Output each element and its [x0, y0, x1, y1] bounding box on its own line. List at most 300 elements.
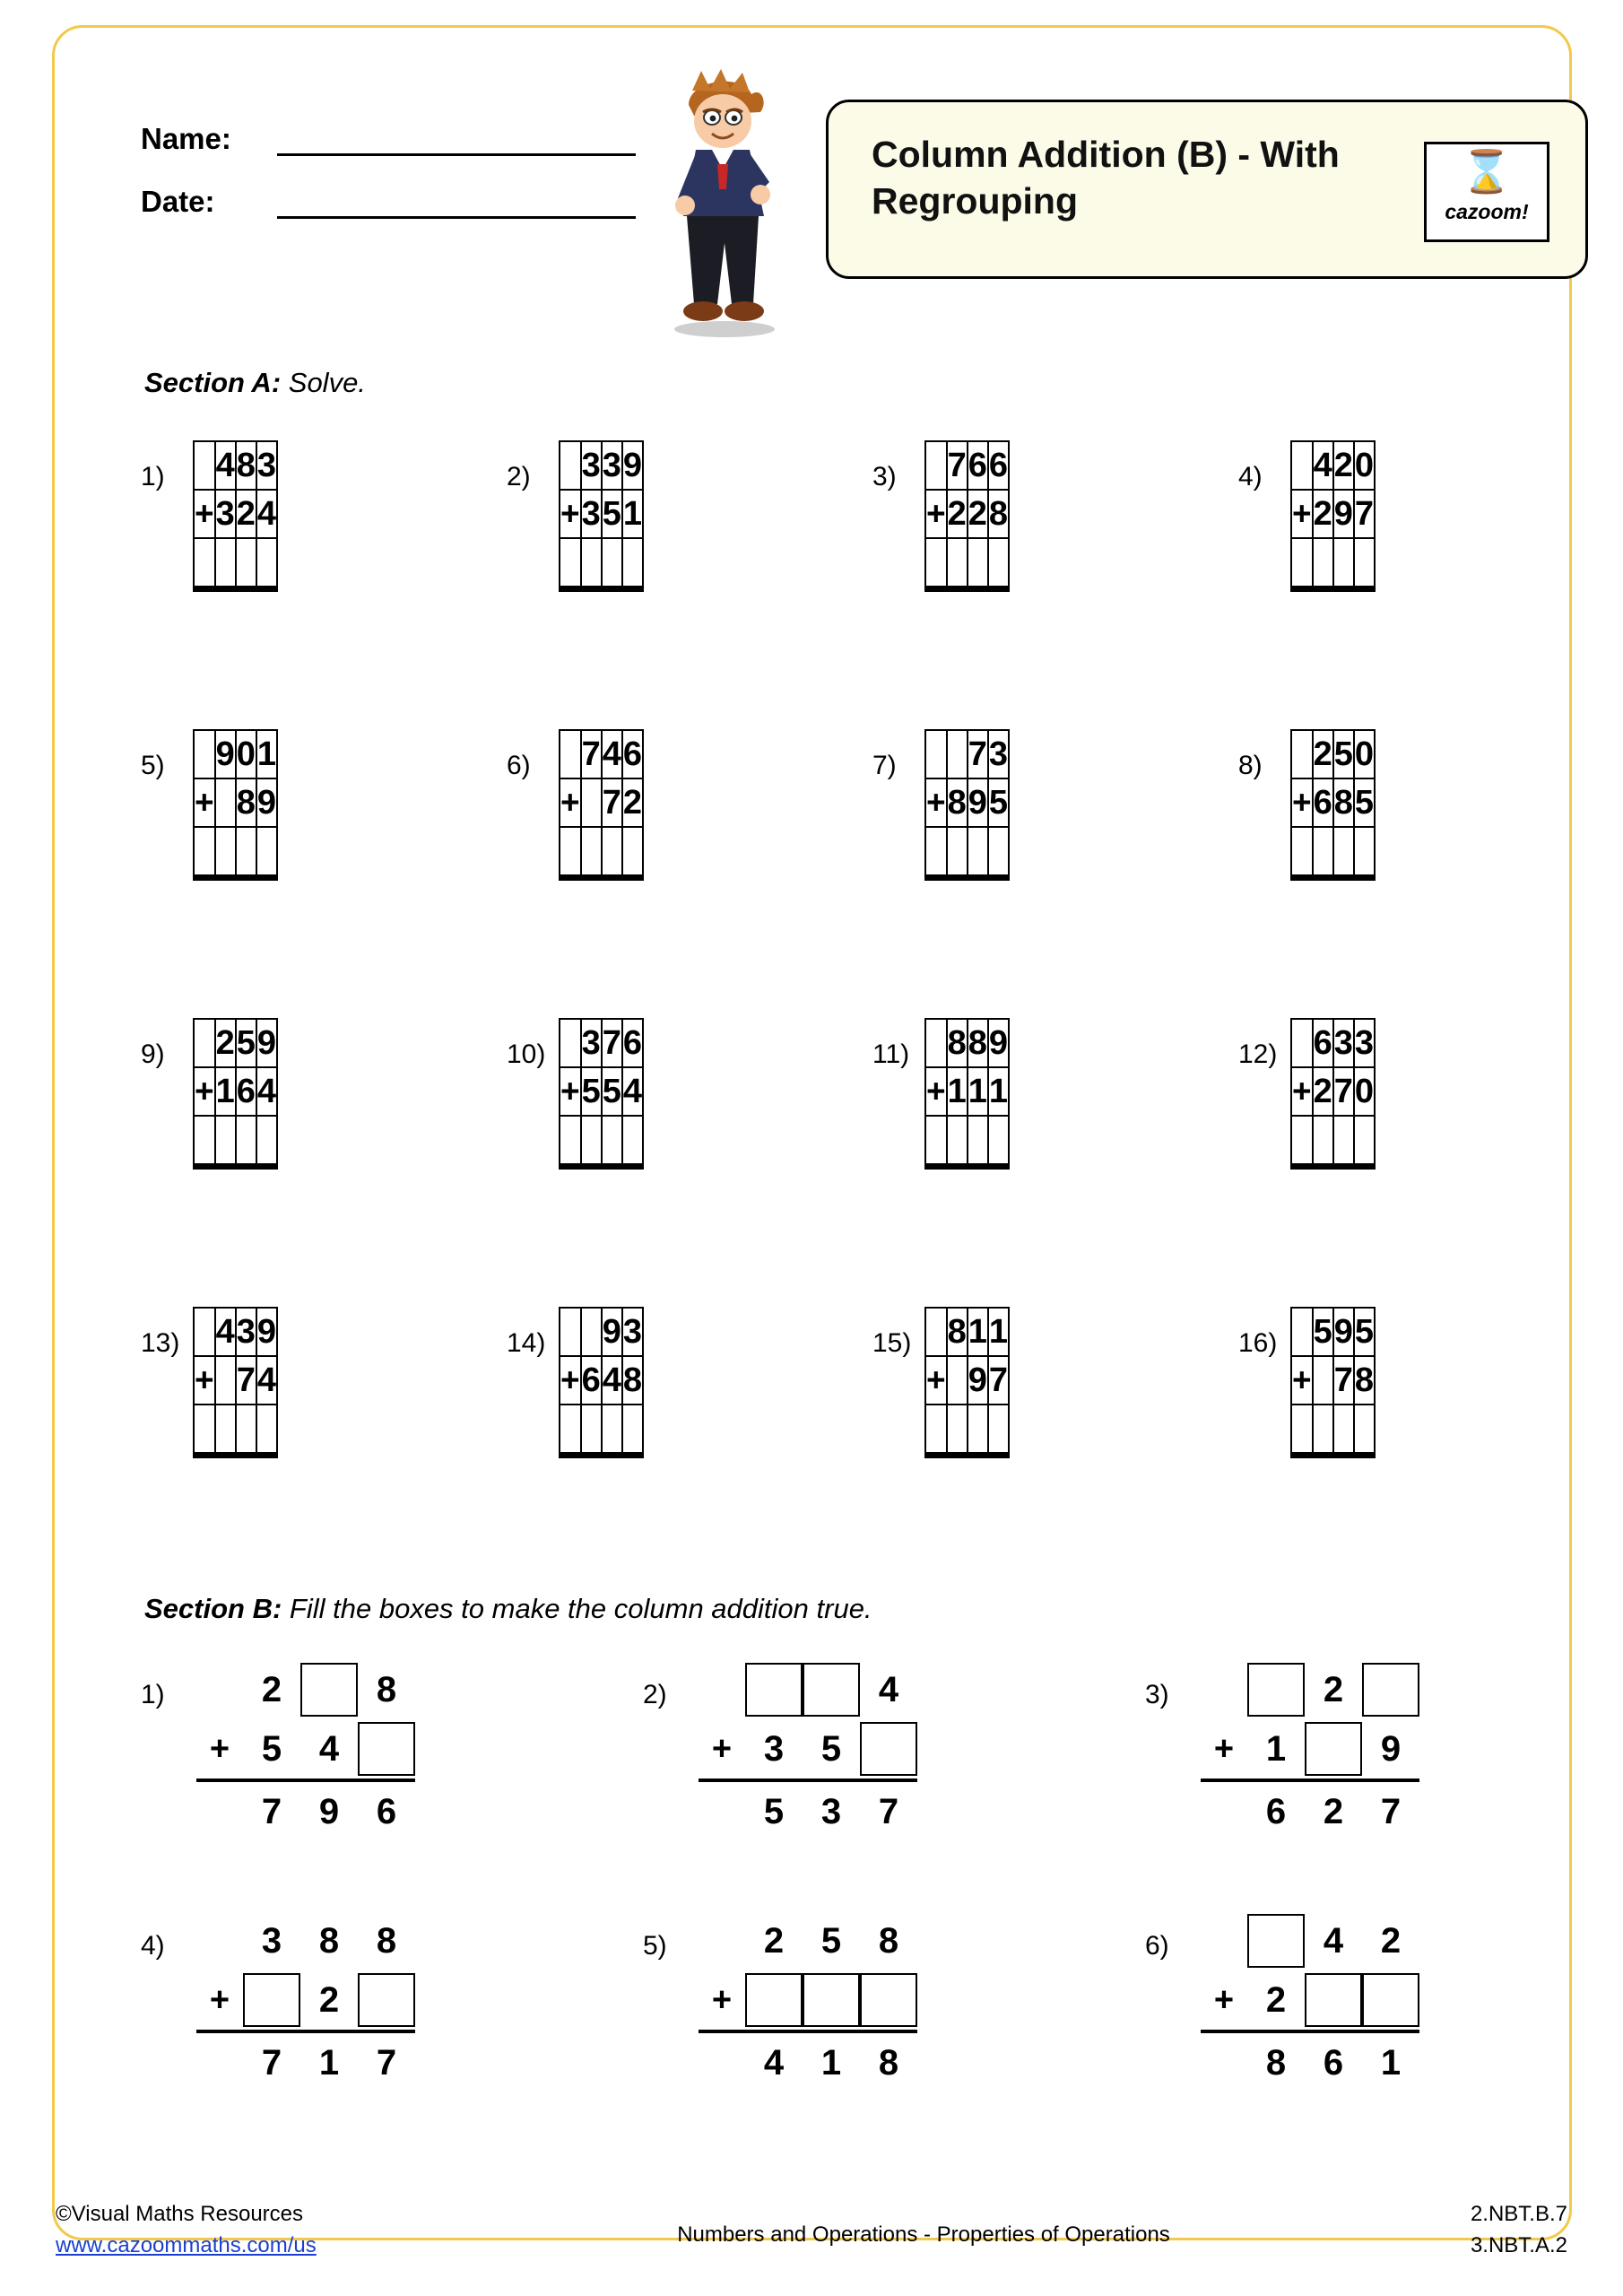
answer-cell[interactable]	[215, 1405, 236, 1456]
digit-cell: 7	[947, 441, 968, 490]
problem-body	[699, 1911, 917, 2092]
answer-cell[interactable]	[988, 1405, 1009, 1456]
answer-cell[interactable]	[988, 827, 1009, 878]
problem-body	[699, 1660, 917, 1841]
addend-row-1	[560, 1308, 643, 1356]
blank-box[interactable]	[803, 1973, 860, 2027]
date-input-line[interactable]	[277, 186, 636, 219]
addend-row-1	[925, 730, 1009, 778]
digit-cell: 8	[1333, 778, 1354, 827]
plus-sign: +	[194, 1356, 215, 1405]
digit-cell	[194, 1308, 215, 1356]
addend-row-1	[925, 441, 1009, 490]
answer-cell[interactable]	[1354, 538, 1375, 589]
answer-cell[interactable]	[1333, 827, 1354, 878]
plus-sign: +	[925, 1356, 947, 1405]
answer-cell[interactable]	[1291, 1405, 1313, 1456]
digit-cell	[1313, 1356, 1333, 1405]
answer-cell[interactable]	[602, 1116, 622, 1167]
answer-cell[interactable]	[622, 1116, 643, 1167]
digit-cell: 4	[318, 1729, 340, 1769]
date-label: Date:	[141, 185, 215, 218]
problem-body	[1201, 1911, 1419, 2092]
digit-cell: 9	[968, 778, 988, 827]
addend-row-1	[194, 730, 277, 778]
answer-cell[interactable]	[968, 1116, 988, 1167]
digit-cell	[215, 1356, 236, 1405]
digit-cell: 1	[968, 1067, 988, 1116]
digit-cell: 9	[988, 1019, 1009, 1067]
digit-cell	[925, 730, 947, 778]
answer-cell[interactable]	[560, 1116, 581, 1167]
addend-row-2	[194, 1067, 277, 1116]
answer-cell[interactable]	[968, 827, 988, 878]
answer-cell[interactable]	[256, 827, 277, 878]
addend-row-1	[196, 1660, 415, 1719]
digit-cell: 2	[1333, 441, 1354, 490]
digit-cell: 7	[602, 778, 622, 827]
digit-cell: 6	[988, 441, 1009, 490]
digit-cell: 1	[820, 2043, 842, 2083]
plus-sign: +	[1291, 778, 1313, 827]
page-title: Column Addition (B) - With Regrouping	[872, 134, 1340, 222]
digit-cell: 3	[820, 1792, 842, 1831]
digit-cell: 4	[602, 1356, 622, 1405]
digit-cell: 2	[1323, 1670, 1344, 1709]
digit-cell: 5	[1354, 778, 1375, 827]
plus-sign: +	[711, 1981, 733, 2019]
blank-box[interactable]	[1305, 1722, 1362, 1776]
addend-row-1	[1291, 730, 1375, 778]
answer-row[interactable]	[194, 1405, 277, 1456]
answer-cell[interactable]	[1333, 1405, 1354, 1456]
digit-cell: 1	[947, 1067, 968, 1116]
answer-row[interactable]	[925, 1116, 1009, 1167]
digit-cell: 3	[763, 1729, 785, 1769]
answer-row[interactable]	[194, 1116, 277, 1167]
answer-cell[interactable]	[581, 827, 602, 878]
blank-box[interactable]	[1362, 1973, 1419, 2027]
digit-cell: 1	[622, 490, 643, 538]
answer-cell[interactable]	[1313, 827, 1333, 878]
digit-cell: 4	[1313, 441, 1333, 490]
answer-cell[interactable]	[988, 538, 1009, 589]
answer-cell[interactable]	[560, 538, 581, 589]
digit-cell	[194, 441, 215, 490]
standard-1: 2.NBT.B.7	[1470, 2202, 1567, 2226]
blank-box[interactable]	[358, 1973, 415, 2027]
blank-box[interactable]	[1362, 1663, 1419, 1717]
addend-row-1	[699, 1911, 917, 1970]
answer-row[interactable]	[194, 538, 277, 589]
digit-cell	[560, 1308, 581, 1356]
blank-box[interactable]	[745, 1663, 803, 1717]
plus-sign: +	[560, 490, 581, 538]
digit-cell: 5	[820, 1921, 842, 1961]
answer-cell[interactable]	[1313, 1116, 1333, 1167]
problem-number: 5)	[643, 1931, 667, 1961]
addend-row-2	[699, 1970, 917, 2030]
answer-cell[interactable]	[215, 538, 236, 589]
digit-cell: 5	[602, 490, 622, 538]
digit-cell: 6	[236, 1067, 256, 1116]
footer-standards	[1471, 2199, 1567, 2262]
plus-sign: +	[1213, 1981, 1235, 2019]
section-b-label: Section B:	[144, 1593, 282, 1624]
answer-cell[interactable]	[1354, 1116, 1375, 1167]
answer-cell[interactable]	[1291, 538, 1313, 589]
digit-cell: 7	[581, 730, 602, 778]
standard-2: 3.NBT.A.2	[1470, 2232, 1567, 2257]
digit-cell: 9	[1333, 490, 1354, 538]
answer-row[interactable]	[1291, 1116, 1375, 1167]
addend-row-1	[925, 1019, 1009, 1067]
answer-cell[interactable]	[1291, 1116, 1313, 1167]
digit-cell	[215, 778, 236, 827]
addend-row-1	[1291, 1308, 1375, 1356]
digit-cell: 3	[581, 490, 602, 538]
digit-cell	[1291, 730, 1313, 778]
digit-cell: 0	[1354, 1067, 1375, 1116]
digit-cell	[1291, 441, 1313, 490]
problem-number: 12)	[1238, 1039, 1278, 1069]
answer-row[interactable]	[560, 1405, 643, 1456]
digit-cell: 2	[763, 1921, 785, 1961]
addition-grid	[1290, 1307, 1376, 1458]
answer-cell[interactable]	[988, 1116, 1009, 1167]
digit-cell	[560, 730, 581, 778]
answer-cell[interactable]	[256, 1116, 277, 1167]
answer-cell[interactable]	[602, 538, 622, 589]
addend-row-2	[1291, 778, 1375, 827]
answer-cell[interactable]	[215, 827, 236, 878]
answer-cell[interactable]	[194, 538, 215, 589]
digit-cell: 6	[581, 1356, 602, 1405]
digit-cell: 4	[878, 1670, 899, 1709]
digit-cell: 7	[878, 1792, 899, 1831]
digit-cell: 2	[1265, 1980, 1287, 2020]
digit-cell: 6	[376, 1792, 397, 1831]
addition-grid	[924, 1018, 1010, 1170]
blank-box[interactable]	[358, 1722, 415, 1776]
blank-box[interactable]	[300, 1663, 358, 1717]
addend-row-1	[194, 1308, 277, 1356]
answer-cell[interactable]	[194, 1116, 215, 1167]
digit-cell: 9	[256, 1019, 277, 1067]
digit-cell: 3	[261, 1921, 282, 1961]
sum-row	[699, 1782, 917, 1841]
digit-cell: 7	[988, 1356, 1009, 1405]
answer-cell[interactable]	[602, 827, 622, 878]
digit-cell: 8	[622, 1356, 643, 1405]
addition-grid	[193, 1307, 278, 1458]
digit-cell: 4	[602, 730, 622, 778]
addition-grid	[924, 729, 1010, 881]
blank-box[interactable]	[243, 1973, 300, 2027]
section-b-description: Fill the boxes to make the column addition true.	[289, 1593, 872, 1624]
digit-cell: 1	[988, 1067, 1009, 1116]
digit-cell: 7	[1354, 490, 1375, 538]
answer-row[interactable]	[1291, 827, 1375, 878]
digit-cell: 5	[602, 1067, 622, 1116]
answer-cell[interactable]	[622, 1405, 643, 1456]
addend-row-2	[1201, 1970, 1419, 2030]
addend-row-2	[1291, 1356, 1375, 1405]
title-box	[826, 100, 1588, 279]
answer-row[interactable]	[194, 827, 277, 878]
addend-row-1	[1201, 1911, 1419, 1970]
problem-number: 1)	[141, 462, 165, 491]
digit-cell: 7	[1333, 1356, 1354, 1405]
answer-cell[interactable]	[560, 1405, 581, 1456]
digit-cell: 8	[1265, 2043, 1287, 2083]
digit-cell: 5	[820, 1729, 842, 1769]
digit-cell	[581, 778, 602, 827]
hourglass-icon: ⌛	[1461, 148, 1513, 195]
digit-cell: 9	[256, 1308, 277, 1356]
digit-cell: 7	[1333, 1067, 1354, 1116]
plus-sign: +	[560, 1067, 581, 1116]
answer-cell[interactable]	[947, 1405, 968, 1456]
answer-cell[interactable]	[925, 1116, 947, 1167]
digit-cell: 8	[1354, 1356, 1375, 1405]
addition-grid	[193, 1018, 278, 1170]
addend-row-2	[560, 1067, 643, 1116]
digit-cell: 5	[988, 778, 1009, 827]
digit-cell	[560, 441, 581, 490]
digit-cell: 7	[376, 2043, 397, 2083]
addition-grid	[559, 1307, 644, 1458]
footer-topic: Numbers and Operations - Properties of Operations	[677, 2222, 1170, 2247]
blank-box[interactable]	[745, 1973, 803, 2027]
digit-cell: 8	[236, 778, 256, 827]
blank-box[interactable]	[1247, 1663, 1305, 1717]
answer-row[interactable]	[925, 827, 1009, 878]
problem-number: 6)	[1145, 1931, 1169, 1961]
section-a-heading	[144, 367, 366, 399]
problem-number: 4)	[1238, 462, 1263, 491]
digit-cell: 5	[581, 1067, 602, 1116]
addend-row-2	[560, 1356, 643, 1405]
answer-cell[interactable]	[925, 827, 947, 878]
digit-cell: 8	[318, 1921, 340, 1961]
problem-number: 10)	[507, 1039, 546, 1069]
sum-row	[196, 2033, 415, 2092]
blank-box[interactable]	[1305, 1973, 1362, 2027]
answer-cell[interactable]	[622, 538, 643, 589]
digit-cell	[194, 730, 215, 778]
digit-cell: 2	[318, 1980, 340, 2020]
digit-cell: 3	[215, 490, 236, 538]
answer-cell[interactable]	[1291, 827, 1313, 878]
addend-row-1	[194, 1019, 277, 1067]
blank-box[interactable]	[803, 1663, 860, 1717]
answer-row[interactable]	[925, 1405, 1009, 1456]
digit-cell: 5	[236, 1019, 256, 1067]
digit-cell: 4	[215, 441, 236, 490]
blank-box[interactable]	[860, 1973, 917, 2027]
answer-cell[interactable]	[236, 827, 256, 878]
answer-cell[interactable]	[581, 1405, 602, 1456]
answer-cell[interactable]	[1333, 538, 1354, 589]
digit-cell: 7	[1380, 1792, 1402, 1831]
plus-sign: +	[209, 1730, 230, 1768]
addend-row-2	[196, 1719, 415, 1779]
digit-cell: 8	[947, 778, 968, 827]
digit-cell: 9	[256, 778, 277, 827]
answer-row[interactable]	[1291, 538, 1375, 589]
answer-cell[interactable]	[1354, 1405, 1375, 1456]
answer-cell[interactable]	[215, 1116, 236, 1167]
addend-row-2	[925, 1067, 1009, 1116]
section-b-heading	[144, 1593, 872, 1625]
digit-cell: 5	[763, 1792, 785, 1831]
digit-cell: 4	[215, 1308, 236, 1356]
answer-cell[interactable]	[256, 538, 277, 589]
answer-cell[interactable]	[968, 538, 988, 589]
digit-cell: 3	[581, 1019, 602, 1067]
digit-cell: 2	[236, 490, 256, 538]
addition-grid	[1290, 1018, 1376, 1170]
answer-cell[interactable]	[1354, 827, 1375, 878]
answer-cell[interactable]	[194, 827, 215, 878]
problem-number: 5)	[141, 751, 165, 780]
plus-sign: +	[711, 1730, 733, 1768]
digit-cell: 6	[1265, 1792, 1287, 1831]
answer-row[interactable]	[1291, 1405, 1375, 1456]
digit-cell: 8	[236, 441, 256, 490]
addend-row-2	[699, 1719, 917, 1779]
digit-cell: 8	[968, 1019, 988, 1067]
digit-cell: 7	[968, 730, 988, 778]
worksheet-header	[55, 28, 1569, 324]
plus-sign: +	[560, 778, 581, 827]
digit-cell: 3	[602, 441, 622, 490]
addition-grid	[1290, 729, 1376, 881]
plus-sign: +	[1291, 1067, 1313, 1116]
addend-row-1	[1201, 1660, 1419, 1719]
problem-number: 9)	[141, 1039, 165, 1069]
digit-cell: 5	[1313, 1308, 1333, 1356]
answer-cell[interactable]	[1333, 1116, 1354, 1167]
answer-cell[interactable]	[581, 538, 602, 589]
answer-cell[interactable]	[925, 538, 947, 589]
addend-row-2	[194, 778, 277, 827]
digit-cell	[925, 1019, 947, 1067]
digit-cell: 4	[763, 2043, 785, 2083]
answer-cell[interactable]	[1313, 1405, 1333, 1456]
digit-cell: 6	[622, 1019, 643, 1067]
section-a-label: Section A:	[144, 367, 282, 398]
answer-row[interactable]	[925, 538, 1009, 589]
answer-cell[interactable]	[1313, 538, 1333, 589]
answer-cell[interactable]	[602, 1405, 622, 1456]
answer-cell[interactable]	[622, 827, 643, 878]
blank-box[interactable]	[1247, 1914, 1305, 1968]
problem-number: 6)	[507, 751, 531, 780]
plus-sign: +	[925, 490, 947, 538]
digit-cell: 4	[256, 1067, 277, 1116]
digit-cell: 2	[947, 490, 968, 538]
addend-row-1	[194, 441, 277, 490]
digit-cell: 0	[1354, 730, 1375, 778]
digit-cell: 6	[1323, 2043, 1344, 2083]
blank-box[interactable]	[860, 1722, 917, 1776]
digit-cell: 7	[602, 1019, 622, 1067]
answer-row[interactable]	[560, 1116, 643, 1167]
answer-cell[interactable]	[947, 538, 968, 589]
addend-row-2	[1201, 1719, 1419, 1779]
digit-cell: 9	[1380, 1729, 1402, 1769]
digit-cell	[1291, 1019, 1313, 1067]
answer-cell[interactable]	[581, 1116, 602, 1167]
digit-cell	[581, 1308, 602, 1356]
digit-cell: 3	[622, 1308, 643, 1356]
addition-grid	[559, 1018, 644, 1170]
digit-cell: 9	[602, 1308, 622, 1356]
digit-cell: 2	[1313, 1067, 1333, 1116]
digit-cell: 8	[376, 1921, 397, 1961]
digit-cell: 3	[581, 441, 602, 490]
addend-row-2	[196, 1970, 415, 2030]
addend-row-1	[699, 1660, 917, 1719]
digit-cell	[947, 730, 968, 778]
plus-sign: +	[1291, 490, 1313, 538]
answer-cell[interactable]	[194, 1405, 215, 1456]
footer-left	[56, 2199, 317, 2262]
answer-cell[interactable]	[256, 1405, 277, 1456]
digit-cell: 5	[1354, 1308, 1375, 1356]
answer-cell[interactable]	[236, 1116, 256, 1167]
digit-cell: 4	[622, 1067, 643, 1116]
plus-sign: +	[560, 1356, 581, 1405]
answer-cell[interactable]	[925, 1405, 947, 1456]
digit-cell: 6	[622, 730, 643, 778]
digit-cell: 0	[236, 730, 256, 778]
sum-row	[699, 2033, 917, 2092]
answer-cell[interactable]	[236, 1405, 256, 1456]
answer-cell[interactable]	[560, 827, 581, 878]
digit-cell: 3	[1354, 1019, 1375, 1067]
answer-cell[interactable]	[947, 1116, 968, 1167]
digit-cell	[1291, 1308, 1313, 1356]
addend-row-2	[925, 1356, 1009, 1405]
answer-cell[interactable]	[947, 827, 968, 878]
digit-cell: 2	[968, 490, 988, 538]
digit-cell: 6	[968, 441, 988, 490]
digit-cell: 2	[1313, 490, 1333, 538]
addend-row-2	[925, 490, 1009, 538]
answer-row[interactable]	[560, 827, 643, 878]
digit-cell: 6	[1313, 778, 1333, 827]
digit-cell: 8	[376, 1670, 397, 1709]
digit-cell: 8	[947, 1308, 968, 1356]
digit-cell: 3	[1333, 1019, 1354, 1067]
name-input-line[interactable]	[277, 123, 636, 156]
answer-cell[interactable]	[968, 1405, 988, 1456]
answer-cell[interactable]	[236, 538, 256, 589]
digit-cell: 1	[1380, 2043, 1402, 2083]
addend-row-2	[194, 490, 277, 538]
addend-row-1	[560, 1019, 643, 1067]
digit-cell: 8	[878, 1921, 899, 1961]
addition-grid	[1290, 440, 1376, 592]
digit-cell: 8	[988, 490, 1009, 538]
website-link[interactable]: www.cazoommaths.com/us	[56, 2232, 317, 2257]
answer-row[interactable]	[560, 538, 643, 589]
digit-cell: 5	[1333, 730, 1354, 778]
digit-cell: 2	[622, 778, 643, 827]
